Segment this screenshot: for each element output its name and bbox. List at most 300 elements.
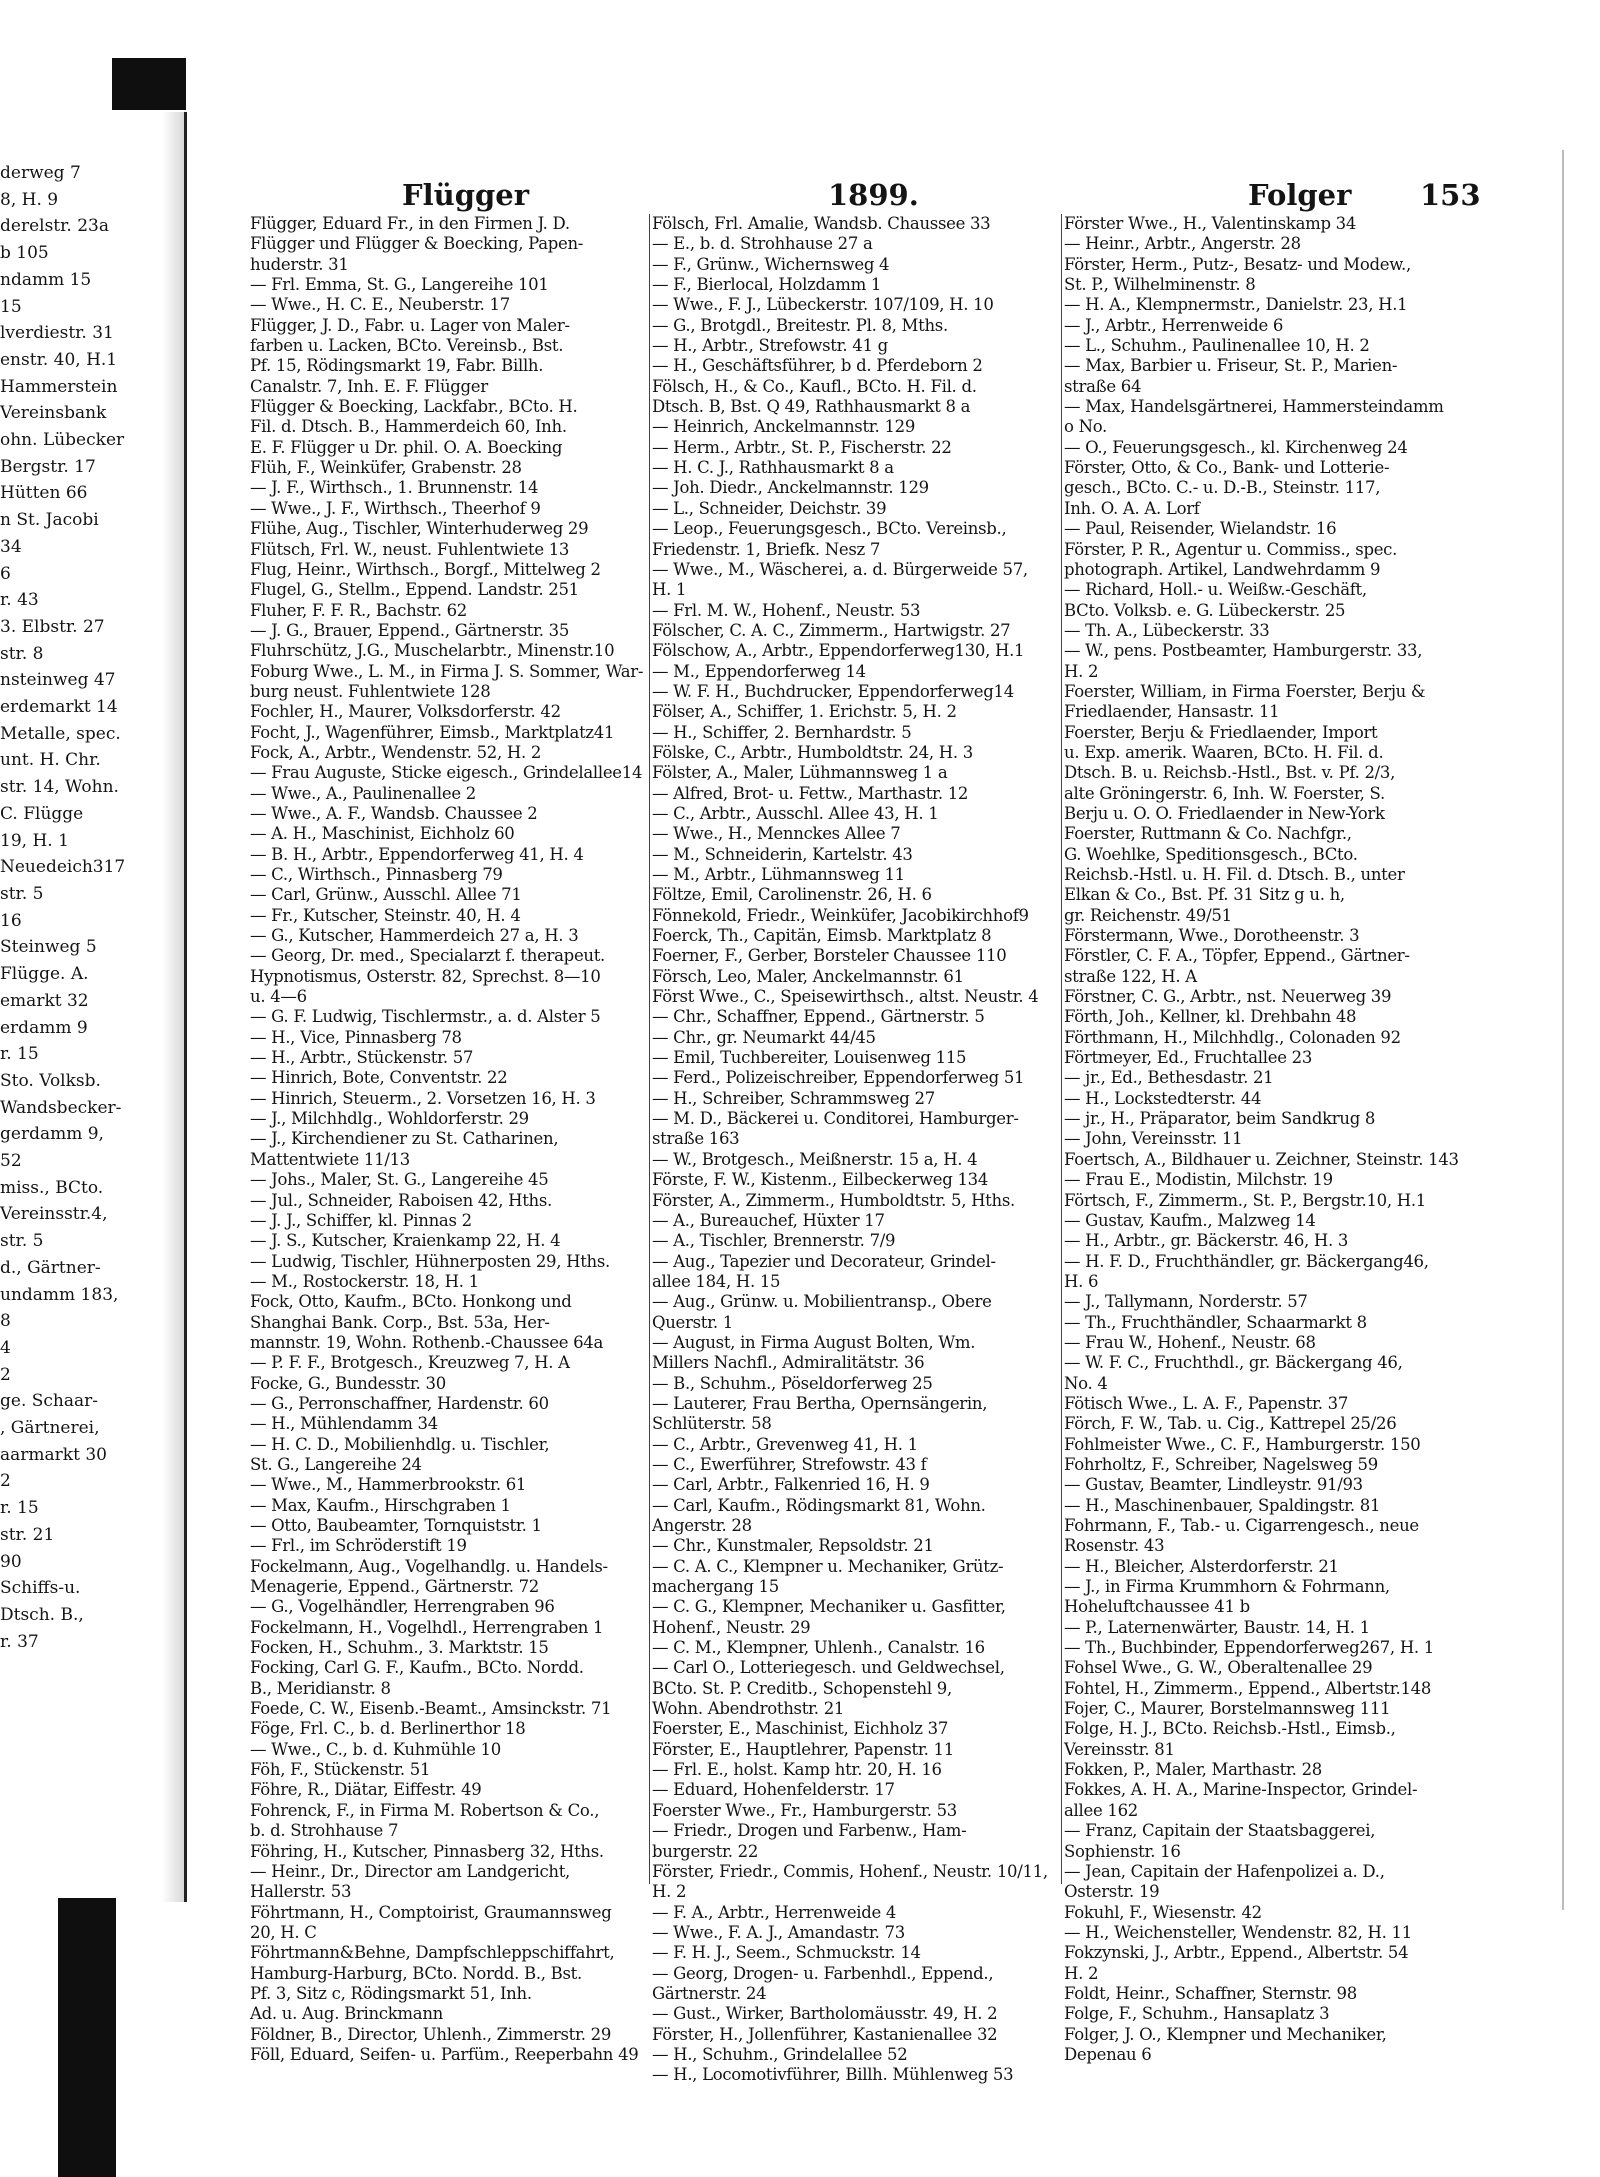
directory-entry: — Wwe., H. C. E., Neuberstr. 17 [250,295,510,315]
fragment-line: r. 37 [0,1631,39,1652]
fragment-line: str. 14, Wohn. [0,777,119,798]
directory-entry: Mattentwiete 11/13 [250,1149,410,1169]
directory-entry: — G., Perronschaffner, Hardenstr. 60 [250,1393,549,1413]
directory-entry: Förstler, C. F. A., Töpfer, Eppend., Gärtner- [1064,946,1410,966]
directory-entry: BCto. St. P. Creditb., Schopenstehl 9, [652,1678,952,1698]
directory-entry: o No. [1064,417,1108,437]
fragment-line: 2 [0,1364,11,1385]
fragment-line: Vereinsstr.4, [0,1204,108,1225]
directory-entry: — H., Locomotivführer, Billh. Mühlenweg 53 [652,2065,1014,2085]
directory-entry: Fock, A., Arbtr., Wendenstr. 52, H. 2 [250,742,542,762]
directory-entry: — G., Kutscher, Hammerdeich 27 a, H. 3 [250,926,579,946]
directory-entry: — M. D., Bäckerei u. Conditorei, Hamburger- [652,1109,1019,1129]
directory-entry: — J., Arbtr., Herrenweide 6 [1064,315,1284,335]
directory-entry: Fölser, A., Schiffer, 1. Erichstr. 5, H. 2 [652,702,957,722]
directory-entry: Fohrholtz, F., Schreiber, Nagelsweg 59 [1064,1454,1378,1474]
directory-entry: Hohenf., Neustr. 29 [652,1617,811,1637]
directory-entry: Flühe, Aug., Tischler, Winterhuderweg 29 [250,519,589,539]
directory-entry: — Johs., Maler, St. G., Langereihe 45 [250,1170,549,1190]
directory-entry: — C., Arbtr., Ausschl. Allee 43, H. 1 [652,803,939,823]
directory-entry: — H., Maschinenbauer, Spaldingstr. 81 [1064,1495,1381,1515]
directory-entry: — Th., Fruchthändler, Schaarmarkt 8 [1064,1312,1367,1332]
directory-entry: — Alfred, Brot- u. Fettw., Marthastr. 12 [652,783,969,803]
directory-entry: allee 162 [1064,1800,1138,1820]
fragment-line: Wandsbecker- [0,1097,122,1118]
fragment-line: , Gärtnerei, [0,1418,100,1439]
fragment-line: 2 [0,1471,11,1492]
directory-entry: — J., Kirchendiener zu St. Catharinen, [250,1129,559,1149]
directory-entry: — Frl. M. W., Hohenf., Neustr. 53 [652,600,921,620]
directory-entry: Flügger & Boecking, Lackfabr., BCto. H. [250,397,578,417]
fragment-line: b 105 [0,243,49,264]
directory-entry: — A., Bureauchef, Hüxter 17 [652,1210,885,1230]
directory-entry: Förste, F. W., Kistenm., Eilbeckerweg 134 [652,1170,989,1190]
directory-entry: — H., Lockstedterstr. 44 [1064,1088,1262,1108]
directory-entry: Fönnekold, Friedr., Weinküfer, Jacobikirchhof9 [652,905,1029,925]
directory-entry: Millers Nachfl., Admiralitätstr. 36 [652,1353,925,1373]
directory-entry: — C., Arbtr., Grevenweg 41, H. 1 [652,1434,918,1454]
directory-entry: — O., Feuerungsgesch., kl. Kirchenweg 24 [1064,437,1408,457]
directory-entry: straße 64 [1064,376,1142,396]
directory-entry: Querstr. 1 [652,1312,733,1332]
directory-entry: — Jean, Capitain der Hafenpolizei a. D., [1064,1861,1385,1881]
directory-entry: Förch, F. W., Tab. u. Cig., Kattrepel 25/26 [1064,1414,1397,1434]
directory-entry: — Wwe., A. F., Wandsb. Chaussee 2 [250,803,538,823]
directory-entry: — Wwe., H., Mennckes Allee 7 [652,824,901,844]
directory-entry: — F. H. J., Seem., Schmuckstr. 14 [652,1943,921,1963]
directory-entry: — Carl, Grünw., Ausschl. Allee 71 [250,885,522,905]
directory-entry: — Frl. Emma, St. G., Langereihe 101 [250,275,549,295]
previous-page-fragment [0,160,160,1655]
directory-entry: — Frl., im Schröderstift 19 [250,1536,467,1556]
fragment-line: unt. H. Chr. [0,750,101,771]
directory-entry: — Aug., Grünw. u. Mobilientransp., Obere [652,1292,992,1312]
directory-entry: Flütsch, Frl. W., neust. Fuhlentwiete 13 [250,539,570,559]
directory-entry: — W., pens. Postbeamter, Hamburgerstr. 33, [1064,641,1423,661]
directory-entry: Förster, H., Jollenführer, Kastanienallee 32 [652,2024,998,2044]
directory-entry: — J., in Firma Krummhorn & Fohrmann, [1064,1577,1390,1597]
directory-entry: — B., Schuhm., Pöseldorferweg 25 [652,1373,933,1393]
fragment-line: Hütten 66 [0,483,88,504]
directory-entry: Ad. u. Aug. Brinckmann [250,2004,443,2024]
directory-entry: Hallerstr. 53 [250,1882,352,1902]
directory-entry: burgerstr. 22 [652,1841,759,1861]
directory-entry: Förster, Friedr., Commis, Hohenf., Neustr. 10/11, [652,1861,1048,1881]
directory-entry: Fohrenck, F., in Firma M. Robertson & Co., [250,1800,600,1820]
directory-entry: Flug, Heinr., Wirthsch., Borgf., Mittelweg 2 [250,559,601,579]
directory-entry: H. 6 [1064,1271,1099,1291]
directory-entry: H. 1 [652,580,687,600]
directory-entry: — C., Ewerführer, Strefowstr. 43 f [652,1454,927,1474]
directory-entry: Menagerie, Eppend., Gärtnerstr. 72 [250,1577,539,1597]
fragment-line: 19, H. 1 [0,830,69,851]
fragment-line: 90 [0,1551,22,1572]
directory-entry: Canalstr. 7, Inh. E. F. Flügger [250,376,488,396]
directory-entry: b. d. Strohhause 7 [250,1821,399,1841]
page-edge [1562,150,1564,1910]
directory-entry: — Paul, Reisender, Wielandstr. 16 [1064,519,1337,539]
directory-entry: — P., Laternenwärter, Baustr. 14, H. 1 [1064,1617,1370,1637]
directory-entry: Flügger, Eduard Fr., in den Firmen J. D. [250,214,570,233]
fragment-line: Sto. Volksb. [0,1070,101,1091]
directory-entry: — jr., Ed., Bethesdastr. 21 [1064,1068,1274,1088]
directory-entry: Försch, Leo, Maler, Anckelmannstr. 61 [652,966,964,986]
directory-entry: — H., Schreiber, Schrammsweg 27 [652,1088,935,1108]
fragment-line: d., Gärtner- [0,1257,101,1278]
directory-entry: Hoheluftchaussee 41 b [1064,1597,1250,1617]
directory-entry: Fokken, P., Maler, Marthastr. 28 [1064,1760,1322,1780]
directory-entry: — M., Arbtr., Lühmannsweg 11 [652,865,905,884]
directory-entry: Förster, P. R., Agentur u. Commiss., spec. [1064,539,1398,559]
directory-entry: Fojer, C., Maurer, Borstelmannsweg 111 [1064,1699,1391,1719]
directory-entry: — Eduard, Hohenfelderstr. 17 [652,1780,895,1800]
directory-entry: — Chr., Schaffner, Eppend., Gärtnerstr. 5 [652,1007,985,1027]
directory-entry: — Lauterer, Frau Bertha, Opernsängerin, [652,1393,988,1413]
directory-entry: Hamburg-Harburg, BCto. Nordd. B., Bst. [250,1963,582,1983]
directory-entry: — H., Geschäftsführer, b d. Pferdeborn 2 [652,356,983,376]
fragment-line: str. 8 [0,643,44,664]
directory-entry: — H., Arbtr., gr. Bäckerstr. 46, H. 3 [1064,1231,1349,1251]
directory-entry: Föge, Frl. C., b. d. Berlinerthor 18 [250,1719,526,1739]
fragment-line: 15 [0,296,22,317]
directory-entry: u. Exp. amerik. Waaren, BCto. H. Fil. d. [1064,742,1384,762]
directory-entry: Folger, J. O., Klempner und Mechaniker, [1064,2024,1387,2044]
directory-entry: Fock, Otto, Kaufm., BCto. Honkong und [250,1292,572,1312]
directory-entry: — Heinr., Arbtr., Angerstr. 28 [1064,234,1301,254]
directory-entry: — Chr., Kunstmaler, Repsoldstr. 21 [652,1536,934,1556]
directory-entry: Foldt, Heinr., Schaffner, Sternstr. 98 [1064,1983,1357,2003]
directory-entry: Föltze, Emil, Carolinenstr. 26, H. 6 [652,885,932,905]
directory-entry: — John, Vereinsstr. 11 [1064,1129,1243,1149]
directory-entry: Fockelmann, Aug., Vogelhandlg. u. Handels- [250,1556,608,1576]
directory-entry: — Wwe., F. J., Lübeckerstr. 107/109, H. 10 [652,295,994,315]
directory-entry: Föhrtmann&Behne, Dampfschleppschiffahrt, [250,1943,615,1963]
directory-entry: — L., Schuhm., Paulinenallee 10, H. 2 [1064,336,1370,356]
directory-entry: — W. F. C., Fruchthdl., gr. Bäckergang 46, [1064,1353,1403,1373]
directory-entry: — Heinrich, Anckelmannstr. 129 [652,417,916,437]
directory-entry: Föll, Eduard, Seifen- u. Parfüm., Reeperbahn 49 [250,2044,639,2064]
fragment-line: Dtsch. B., [0,1604,84,1625]
directory-entry: u. 4—6 [250,987,307,1007]
directory-entry: — Wwe., C., b. d. Kuhmühle 10 [250,1739,501,1759]
directory-entry: Fokzynski, J., Arbtr., Eppend., Albertstr. 54 [1064,1943,1409,1963]
directory-entry: — F. A., Arbtr., Herrenweide 4 [652,1902,897,1922]
directory-entry: — M., Eppendorferweg 14 [652,661,866,681]
directory-entry: Flügger und Flügger & Boecking, Papen- [250,234,584,254]
directory-entry: — Aug., Tapezier und Decorateur, Grindel- [652,1251,996,1271]
fragment-line: 34 [0,536,22,557]
directory-entry: — Wwe., J. F., Wirthsch., Theerhof 9 [250,498,541,518]
fragment-line: C. Flügge [0,803,84,824]
directory-entry: — Th. A., Lübeckerstr. 33 [1064,620,1270,640]
fragment-line: ohn. Lübecker [0,430,125,451]
directory-entry: — Carl, Kaufm., Rödingsmarkt 81, Wohn. [652,1495,986,1515]
fragment-line: 3. Elbstr. 27 [0,616,105,637]
directory-entry: — C. G., Klempner, Mechaniker u. Gasfitter, [652,1597,1006,1617]
directory-entry: — Wwe., M., Wäscherei, a. d. Bürgerweide 57, [652,559,1028,579]
directory-entry: — Th., Buchbinder, Eppendorferweg267, H. 1 [1064,1638,1435,1658]
directory-entry: — H., Schuhm., Grindelallee 52 [652,2044,908,2064]
directory-entry: Fochler, H., Maurer, Volksdorferstr. 42 [250,702,561,722]
directory-entry: — Leop., Feuerungsgesch., BCto. Vereinsb., [652,519,1007,539]
directory-entry: — Hinrich, Steuerm., 2. Vorsetzen 16, H. 3 [250,1088,596,1108]
fragment-line: 8 [0,1311,11,1332]
directory-column-2 [652,214,1058,2085]
directory-entry: — Ferd., Polizeischreiber, Eppendorferweg 51 [652,1068,1025,1088]
fragment-line: Bergstr. 17 [0,456,96,477]
directory-entry: Flugel, G., Stellm., Eppend. Landstr. 251 [250,580,579,600]
fragment-line: Vereinsbank [0,403,107,424]
directory-entry: Fohlmeister Wwe., C. F., Hamburgerstr. 150 [1064,1434,1421,1454]
fragment-line: 4 [0,1337,11,1358]
directory-entry: — Emil, Tuchbereiter, Louisenweg 115 [652,1048,967,1068]
directory-entry: — H., Vice, Pinnasberg 78 [250,1027,462,1047]
directory-entry: — G., Vogelhändler, Herrengraben 96 [250,1597,555,1617]
directory-entry: — H., Mühlendamm 34 [250,1414,438,1434]
directory-entry: — Carl, Arbtr., Falkenried 16, H. 9 [652,1475,930,1495]
directory-entry: — J., Milchhdlg., Wohldorferstr. 29 [250,1109,529,1129]
fragment-line: miss., BCto. [0,1177,104,1198]
directory-entry: Fohtel, H., Zimmerm., Eppend., Albertstr.148 [1064,1678,1432,1698]
directory-entry: 20, H. C [250,1922,317,1942]
fragment-line: emarkt 32 [0,990,89,1011]
directory-entry: straße 163 [652,1129,740,1149]
directory-entry: H. 2 [652,1882,687,1902]
directory-entry: Berju u. O. O. Friedlaender in New-York [1064,803,1385,823]
fragment-line: str. 5 [0,883,44,904]
directory-entry: — Chr., gr. Neumarkt 44/45 [652,1027,876,1047]
directory-entry: No. 4 [1064,1373,1108,1393]
directory-entry: Wohn. Abendrothstr. 21 [652,1699,845,1719]
directory-entry: — J., Tallymann, Norderstr. 57 [1064,1292,1308,1312]
directory-entry: — H., Weichensteller, Wendenstr. 82, H. 11 [1064,1922,1412,1942]
directory-entry: gr. Reichenstr. 49/51 [1064,905,1232,925]
directory-entry: — B. H., Arbtr., Eppendorferweg 41, H. 4 [250,844,584,864]
directory-entry: — Richard, Holl.- u. Weißw.-Geschäft, [1064,580,1367,600]
fragment-line: 8, H. 9 [0,189,59,210]
directory-entry: Föh, F., Stückenstr. 51 [250,1760,431,1780]
directory-entry: Fluher, F. F. R., Bachstr. 62 [250,600,467,620]
directory-entry: Föhring, H., Kutscher, Pinnasberg 32, Hths. [250,1841,604,1861]
fragment-line: aarmarkt 30 [0,1444,107,1465]
directory-entry: — Jul., Schneider, Raboisen 42, Hths. [250,1190,552,1210]
directory-entry: Fluhrschütz, J.G., Muschelarbtr., Minenstr.10 [250,641,615,661]
directory-entry: Förthmann, H., Milchhdlg., Colonaden 92 [1064,1027,1401,1047]
directory-entry: — J. S., Kutscher, Kraienkamp 22, H. 4 [250,1231,561,1251]
directory-entry: Förster, Otto, & Co., Bank- und Lotterie- [1064,458,1390,478]
directory-entry: — W., Brotgesch., Meißnerstr. 15 a, H. 4 [652,1149,978,1169]
directory-entry: farben u. Lacken, BCto. Vereinsb., Bst. [250,336,564,356]
directory-entry: — Max, Barbier u. Friseur, St. P., Marien- [1064,356,1398,376]
directory-entry: Fölscher, C. A. C., Zimmerm., Hartwigstr. 27 [652,620,1011,640]
directory-entry: B., Meridianstr. 8 [250,1678,391,1698]
directory-entry: — Max, Kaufm., Hirschgraben 1 [250,1495,511,1515]
directory-entry: Földner, B., Director, Uhlenh., Zimmerstr. 29 [250,2024,612,2044]
fragment-line: Hammerstein [0,376,118,397]
directory-entry: Pf. 15, Rödingsmarkt 19, Fabr. Billh. [250,356,544,376]
directory-entry: Dtsch. B, Bst. Q 49, Rathhausmarkt 8 a [652,397,971,417]
fragment-line: 52 [0,1151,22,1172]
fragment-line: 16 [0,910,22,931]
directory-entry: Gärtnerstr. 24 [652,1983,767,2003]
directory-entry: — Frau Auguste, Sticke eigesch., Grindelallee14 [250,763,643,783]
directory-entry: — Fr., Kutscher, Steinstr. 40, H. 4 [250,905,521,925]
book-gutter [184,112,187,1902]
directory-entry: — Herm., Arbtr., St. P., Fischerstr. 22 [652,437,952,457]
scan-border-top [112,58,186,110]
directory-entry: — G. F. Ludwig, Tischlermstr., a. d. Alster 5 [250,1007,601,1027]
directory-entry: — A. H., Maschinist, Eichholz 60 [250,824,515,844]
directory-entry: Fölster, A., Maler, Lühmannsweg 1 a [652,763,948,783]
directory-entry: E. F. Flügger u Dr. phil. O. A. Boecking [250,437,563,457]
directory-entry: — M., Rostockerstr. 18, H. 1 [250,1271,479,1291]
fragment-line: erdamm 9 [0,1017,88,1038]
directory-entry: Förster, Herm., Putz-, Besatz- und Modew., [1064,254,1411,274]
directory-entry: Friedlaender, Hansastr. 11 [1064,702,1280,722]
directory-entry: Fölschow, A., Arbtr., Eppendorferweg130, H.1 [652,641,1025,661]
directory-entry: Fölske, C., Arbtr., Humboldtstr. 24, H. 3 [652,742,973,762]
header-first-entry: Flügger [402,178,529,212]
directory-entry: Foertsch, A., Bildhauer u. Zeichner, Steinstr. 143 [1064,1149,1459,1169]
directory-entry: — W. F. H., Buchdrucker, Eppendorferweg14 [652,681,1014,701]
column-rule [1061,214,1062,1884]
directory-entry: — C. M., Klempner, Uhlenh., Canalstr. 16 [652,1638,985,1658]
directory-entry: Förth, Joh., Kellner, kl. Drehbahn 48 [1064,1007,1357,1027]
directory-entry: — August, in Firma August Bolten, Wm. [652,1332,976,1352]
directory-entry: Fockelmann, H., Vogelhdl., Herrengraben 1 [250,1617,604,1637]
directory-entry: burg neust. Fuhlentwiete 128 [250,681,491,701]
directory-entry: Fölsch, Frl. Amalie, Wandsb. Chaussee 33 [652,214,991,233]
directory-entry: — Frau E., Modistin, Milchstr. 19 [1064,1170,1333,1190]
fragment-line: r. 15 [0,1498,39,1519]
directory-entry: — H. C. D., Mobilienhdlg. u. Tischler, [250,1434,550,1454]
directory-entry: alte Gröningerstr. 6, Inh. W. Foerster, S. [1064,783,1385,803]
directory-entry: Foerner, F., Gerber, Borsteler Chaussee 110 [652,946,1007,966]
fragment-line: Metalle, spec. [0,723,121,744]
scan-border-bottom [58,1898,116,2177]
directory-entry: Folge, H. J., BCto. Reichsb.-Hstl., Eimsb., [1064,1719,1396,1739]
directory-entry: — Georg, Dr. med., Specialarzt f. therapeut. [250,946,606,966]
column-rule [649,214,650,1884]
directory-entry: — Gust., Wirker, Bartholomäusstr. 49, H. 2 [652,2004,998,2024]
directory-entry: — Ludwig, Tischler, Hühnerposten 29, Hths. [250,1251,610,1271]
directory-entry: Foerster, E., Maschinist, Eichholz 37 [652,1719,949,1739]
directory-entry: Pf. 3, Sitz c, Rödingsmarkt 51, Inh. [250,1983,532,2003]
directory-entry: — A., Tischler, Brennerstr. 7/9 [652,1231,896,1251]
fragment-line: undamm 183, [0,1284,119,1305]
directory-entry: — F., Grünw., Wichernsweg 4 [652,254,890,274]
directory-entry: BCto. Volksb. e. G. Lübeckerstr. 25 [1064,600,1346,620]
directory-entry: — J. J., Schiffer, kl. Pinnas 2 [250,1210,472,1230]
directory-entry: — L., Schneider, Deichstr. 39 [652,498,887,518]
fragment-line: str. 21 [0,1524,55,1545]
page-number: 153 [1420,178,1481,212]
directory-entry: Fohrmann, F., Tab.- u. Cigarrengesch., neue [1064,1516,1419,1535]
directory-entry: Vereinsstr. 81 [1064,1739,1175,1759]
directory-entry: Foede, C. W., Eisenb.-Beamt., Amsinckstr. 71 [250,1699,612,1719]
directory-entry: — H., Schiffer, 2. Bernhardstr. 5 [652,722,912,742]
directory-entry: — Gustav, Kaufm., Malzweg 14 [1064,1210,1316,1230]
directory-entry: allee 184, H. 15 [652,1271,781,1291]
directory-entry: — H., Arbtr., Strefowstr. 41 g [652,336,888,356]
directory-entry: Foerster, William, in Firma Foerster, Berju & [1064,681,1426,701]
directory-entry: — Joh. Diedr., Anckelmannstr. 129 [652,478,929,498]
directory-entry: Förster, E., Hauptlehrer, Papenstr. 11 [652,1739,954,1759]
directory-entry: Sophienstr. 16 [1064,1841,1181,1861]
directory-entry: Fohsel Wwe., G. W., Oberaltenallee 29 [1064,1658,1373,1678]
directory-entry: — H., Bleicher, Alsterdorferstr. 21 [1064,1556,1339,1576]
directory-entry: Foerck, Th., Capitän, Eimsb. Marktplatz 8 [652,926,992,946]
directory-entry: — Heinr., Dr., Director am Landgericht, [250,1861,570,1881]
directory-entry: Osterstr. 19 [1064,1882,1160,1902]
fragment-line: Neuedeich317 [0,857,126,878]
directory-entry: Föhrtmann, H., Comptoirist, Graumannsweg [250,1902,612,1922]
directory-entry: Folge, F., Schuhm., Hansaplatz 3 [1064,2004,1330,2024]
directory-entry: — Wwe., F. A. J., Amandastr. 73 [652,1922,905,1942]
directory-entry: H. 2 [1064,661,1099,681]
directory-entry: — Carl O., Lotteriegesch. und Geldwechsel, [652,1658,1005,1678]
directory-entry: Angerstr. 28 [652,1516,752,1535]
directory-column-1 [250,214,648,2064]
directory-entry: gesch., BCto. C.- u. D.-B., Steinstr. 117, [1064,478,1381,498]
directory-entry: Förster, A., Zimmerm., Humboldtstr. 5, Hths. [652,1190,1015,1210]
directory-entry: — E., b. d. Strohhause 27 a [652,234,873,254]
directory-entry: Focken, H., Schuhm., 3. Marktstr. 15 [250,1638,549,1658]
directory-entry: — Frl. E., holst. Kamp htr. 20, H. 16 [652,1760,942,1780]
directory-entry: — J. G., Brauer, Eppend., Gärtnerstr. 35 [250,620,570,640]
directory-entry: photograph. Artikel, Landwehrdamm 9 [1064,559,1381,579]
fragment-line: ge. Schaar- [0,1391,99,1412]
header-last-entry: Folger [1248,178,1352,212]
directory-entry: G. Woehlke, Speditionsgesch., BCto. [1064,844,1358,864]
directory-entry: — Wwe., M., Hammerbrookstr. 61 [250,1475,527,1495]
directory-entry: — F., Bierlocal, Holzdamm 1 [652,275,882,295]
directory-entry: Förstner, C. G., Arbtr., nst. Neuerweg 39 [1064,987,1392,1007]
directory-entry: — Frau W., Hohenf., Neustr. 68 [1064,1332,1316,1352]
directory-entry: — Otto, Baubeamter, Tornquiststr. 1 [250,1516,542,1535]
fragment-line: gerdamm 9, [0,1124,104,1145]
fragment-line: lverdiestr. 31 [0,323,114,344]
directory-entry: Foerster, Berju & Friedlaender, Import [1064,722,1378,742]
directory-entry: — H. F. D., Fruchthändler, gr. Bäckergang46, [1064,1251,1429,1271]
directory-entry: huderstr. 31 [250,254,349,274]
directory-entry: Elkan & Co., Bst. Pf. 31 Sitz g u. h, [1064,885,1345,905]
directory-entry: — P. F. F., Brotgesch., Kreuzweg 7, H. A [250,1353,570,1373]
directory-entry: Först Wwe., C., Speisewirthsch., altst. Neustr. 4 [652,987,1039,1007]
directory-entry: — H. A., Klempnermstr., Danielstr. 23, H.1 [1064,295,1408,315]
directory-entry: Fokkes, A. H. A., Marine-Inspector, Grindel- [1064,1780,1418,1800]
directory-entry: — J. F., Wirthsch., 1. Brunnenstr. 14 [250,478,539,498]
directory-entry: Foerster Wwe., Fr., Hamburgerstr. 53 [652,1800,957,1820]
directory-entry: Focht, J., Wagenführer, Eimsb., Marktplatz41 [250,722,615,742]
directory-entry: — Max, Handelsgärtnerei, Hammersteindamm [1064,397,1444,417]
directory-entry: — C., Wirthsch., Pinnasberg 79 [250,865,503,884]
fragment-line: derweg 7 [0,163,81,183]
directory-entry: Reichsb.-Hstl. u. H. Fil. d. Dtsch. B., unter [1064,865,1405,884]
fragment-line: nsteinweg 47 [0,670,116,691]
directory-entry: Flügger, J. D., Fabr. u. Lager von Maler- [250,315,570,335]
directory-entry: straße 122, H. A [1064,966,1197,986]
directory-entry: Shanghai Bank. Corp., Bst. 53a, Her- [250,1312,550,1332]
directory-entry: St. G., Langereihe 24 [250,1454,422,1474]
book-gutter-shadow [162,112,184,1902]
directory-entry: Focke, G., Bundesstr. 30 [250,1373,446,1393]
fragment-line: Flügge. A. [0,964,89,985]
fragment-line: erdemarkt 14 [0,697,118,718]
directory-entry: Inh. O. A. A. Lorf [1064,498,1200,518]
directory-entry: Schlüterstr. 58 [652,1414,772,1434]
directory-entry: — Gustav, Beamter, Lindleystr. 91/93 [1064,1475,1363,1495]
